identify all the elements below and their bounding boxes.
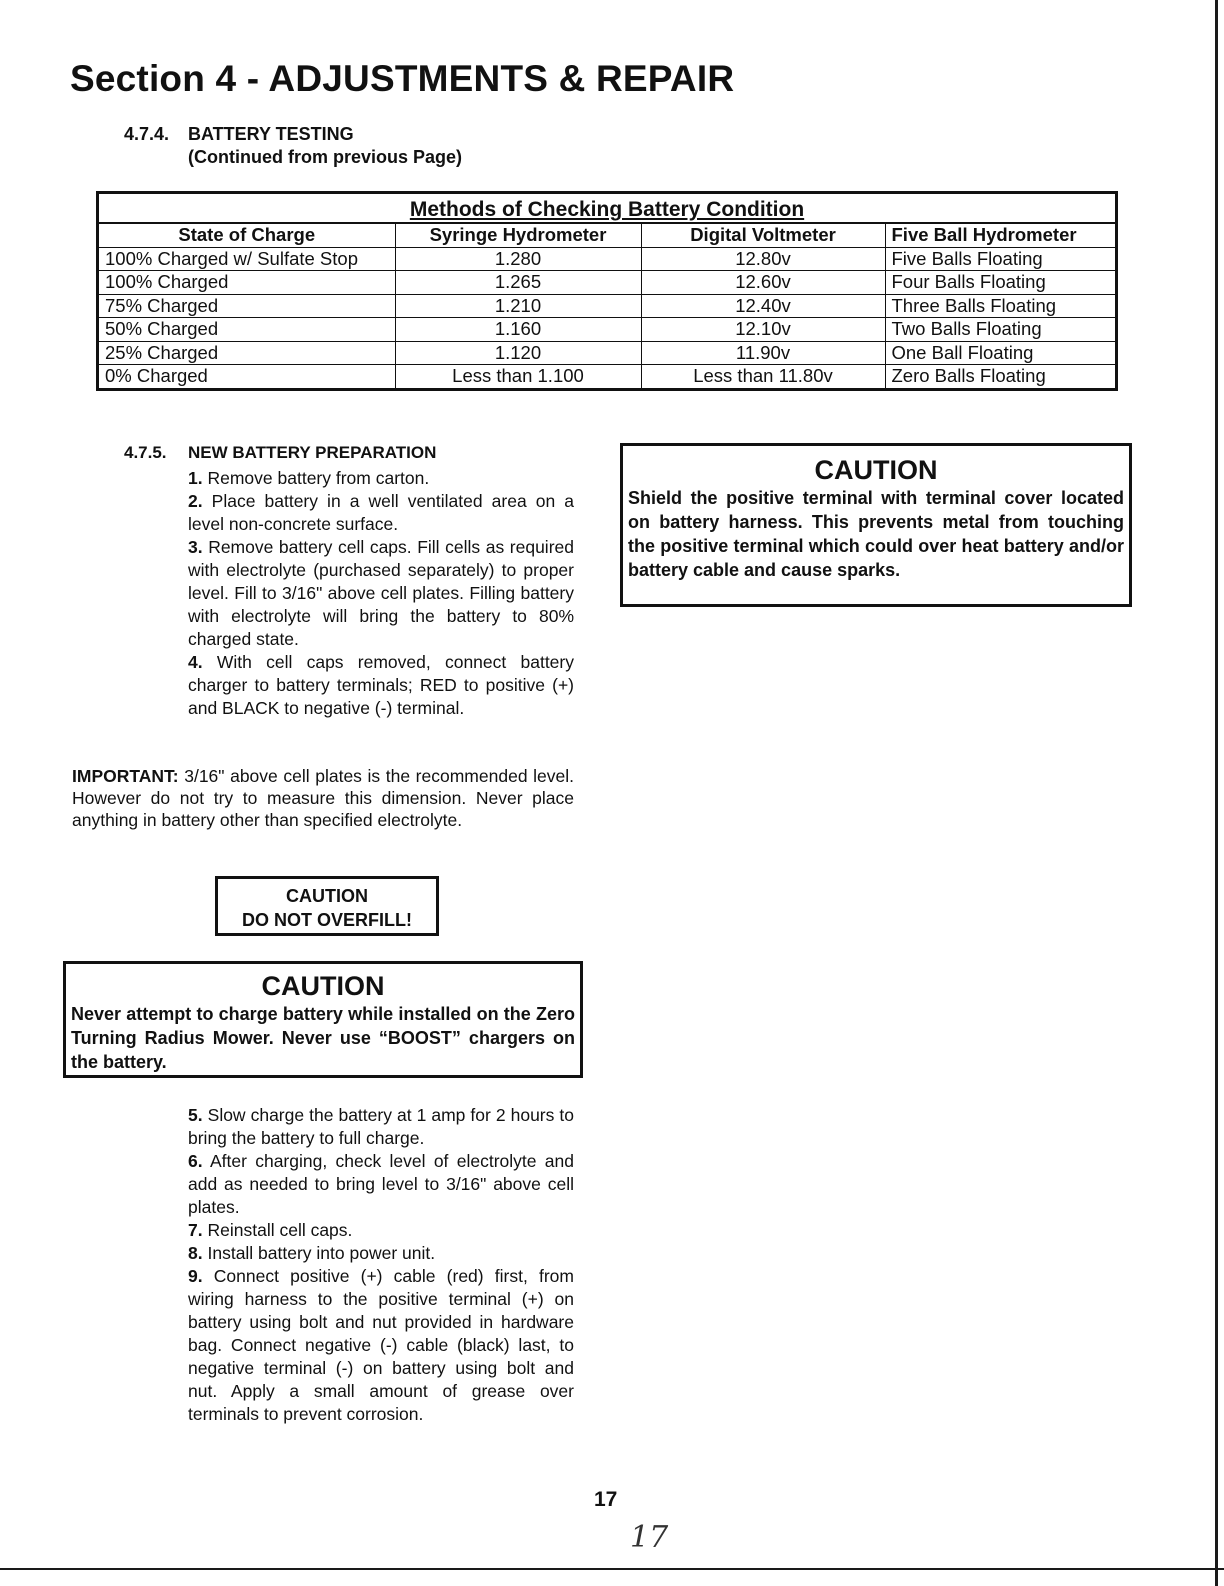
table-header-row xyxy=(99,224,1115,247)
list-item: 7. Reinstall cell caps. xyxy=(188,1220,353,1240)
table-cell: 11.90v xyxy=(641,341,885,365)
table-cell: 1.280 xyxy=(395,247,641,271)
table-row xyxy=(99,247,1115,271)
charging-steps xyxy=(188,1104,574,1426)
new-battery-steps xyxy=(188,467,574,720)
scan-edge-right xyxy=(1215,0,1218,1586)
table-cell: 1.210 xyxy=(395,294,641,318)
list-item: 5. Slow charge the battery at 1 amp for 2 hours to bring the battery to full charge. xyxy=(188,1105,574,1148)
caution-text: Shield the positive terminal with terminal cover located on battery harness. This prevents metal from touching the positive terminal which could over heat battery and/or battery cable and cause sparks. xyxy=(628,488,1124,580)
table-row xyxy=(99,318,1115,342)
table-cell: Five Balls Floating xyxy=(885,247,1115,271)
table-cell: 1.160 xyxy=(395,318,641,342)
table-cell: 25% Charged xyxy=(99,341,395,365)
list-item: 4. With cell caps removed, connect battery charger to battery terminals; RED to positive (+) and BLACK to negative (-) terminal. xyxy=(188,652,574,718)
caution-charging-box xyxy=(63,961,583,1078)
list-item: 2. Place battery in a well ventilated area on a level non-concrete surface. xyxy=(188,491,574,534)
table-cell: 1.265 xyxy=(395,271,641,295)
table-header: Five Ball Hydrometer xyxy=(885,224,1115,247)
table-cell: One Ball Floating xyxy=(885,341,1115,365)
caution-terminal-box xyxy=(620,443,1132,607)
table-row xyxy=(99,365,1115,388)
table-header: State of Charge xyxy=(99,224,395,247)
table-row xyxy=(99,341,1115,365)
caution-text: Never attempt to charge battery while installed on the Zero Turning Radius Mower. Never use “BOOST” chargers on the battery. xyxy=(71,1004,575,1072)
table-cell: Less than 11.80v xyxy=(641,365,885,388)
table-cell: 100% Charged w/ Sulfate Stop xyxy=(99,247,395,271)
table-header: Digital Voltmeter xyxy=(641,224,885,247)
table-header: Syringe Hydrometer xyxy=(395,224,641,247)
list-item: 6. After charging, check level of electrolyte and add as needed to bring level to 3/16" above cell plates. xyxy=(188,1151,574,1217)
new-battery-number: 4.7.5. xyxy=(124,443,167,462)
list-item: 9. Connect positive (+) cable (red) first, from wiring harness to the positive terminal (+) on battery using bolt and nut provided in hardware bag. Connect negative (-) cable (black) last, to negative terminal (-) on battery using bolt and nut. Apply a small amount of grease over terminals to prevent corrosion. xyxy=(188,1266,574,1424)
caution-overfill-line2: DO NOT OVERFILL! xyxy=(242,910,412,930)
table-cell: 12.40v xyxy=(641,294,885,318)
important-note: IMPORTANT: 3/16" above cell plates is the recommended level. However do not try to measure this dimension. Never place anything in battery other than specified electrolyte. xyxy=(72,766,574,830)
table-cell: 50% Charged xyxy=(99,318,395,342)
table-row xyxy=(99,271,1115,295)
scan-edge-bottom xyxy=(0,1568,1224,1570)
section-title: Section 4 - ADJUSTMENTS & REPAIR xyxy=(70,58,735,99)
subsection-number: 4.7.4. xyxy=(124,124,170,144)
list-item: 3. Remove battery cell caps. Fill cells as required with electrolyte (purchased separately) to proper level. Fill to 3/16" above cell plates. Filling battery with electrolyte will bring the battery to 80% charged state. xyxy=(188,537,574,649)
battery-condition-table xyxy=(96,191,1118,391)
table-cell: 0% Charged xyxy=(99,365,395,388)
table-cell: Two Balls Floating xyxy=(885,318,1115,342)
table-cell: 1.120 xyxy=(395,341,641,365)
table-cell: Zero Balls Floating xyxy=(885,365,1115,388)
list-item: 1. Remove battery from carton. xyxy=(188,468,430,488)
subsection-continued: (Continued from previous Page) xyxy=(188,147,463,167)
list-item: 8. Install battery into power unit. xyxy=(188,1243,436,1263)
caution-overfill-line1: CAUTION xyxy=(286,886,368,906)
table-row xyxy=(99,294,1115,318)
table-cell: 12.80v xyxy=(641,247,885,271)
page-number: 17 xyxy=(594,1488,618,1511)
table-cell: Three Balls Floating xyxy=(885,294,1115,318)
caution-overfill-box xyxy=(215,876,439,936)
table-cell: 100% Charged xyxy=(99,271,395,295)
table-title: Methods of Checking Battery Condition xyxy=(99,194,1115,224)
caution-heading: CAUTION xyxy=(814,455,938,485)
table-grid xyxy=(99,224,1115,388)
table-cell: Four Balls Floating xyxy=(885,271,1115,295)
table-cell: 75% Charged xyxy=(99,294,395,318)
subsection-title: BATTERY TESTING xyxy=(188,124,354,144)
handwritten-page-number: 17 xyxy=(630,1520,669,1555)
table-cell: Less than 1.100 xyxy=(395,365,641,388)
new-battery-title: NEW BATTERY PREPARATION xyxy=(188,443,437,462)
table-cell: 12.10v xyxy=(641,318,885,342)
caution-heading: CAUTION xyxy=(261,971,385,1001)
table-cell: 12.60v xyxy=(641,271,885,295)
